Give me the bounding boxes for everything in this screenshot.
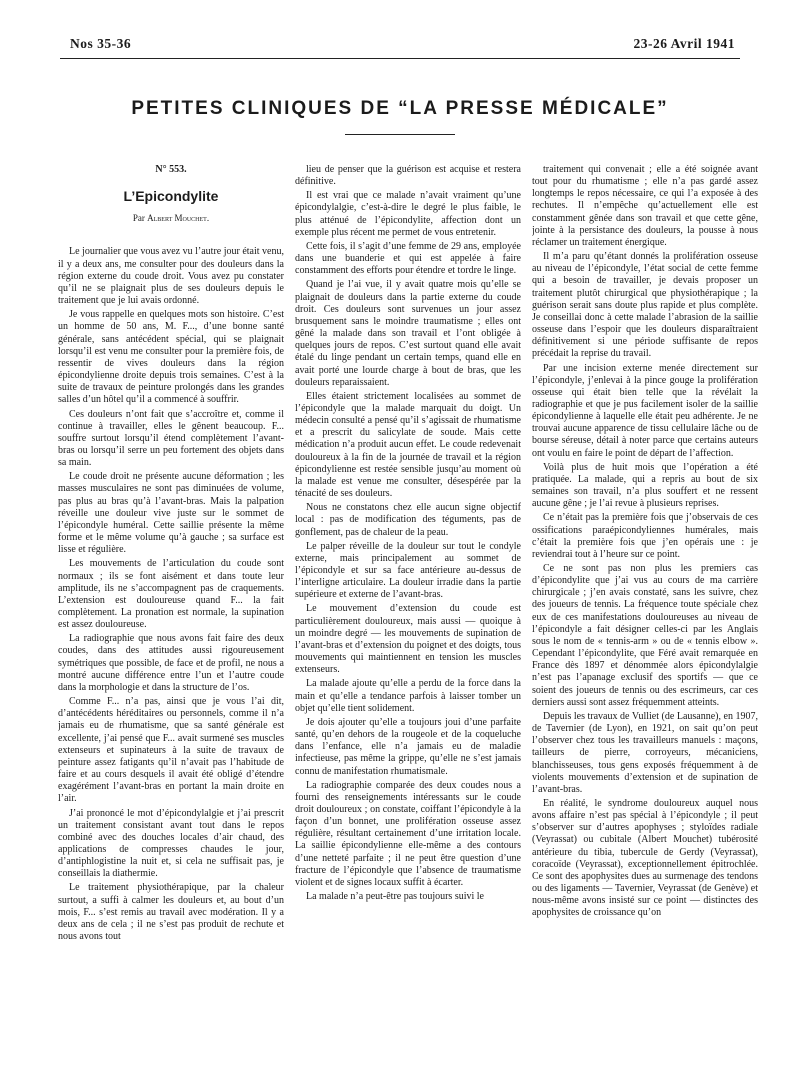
paragraph: La radiographie comparée des deux coudes nous a fourni des renseignements intéressants sur le coude droit douloureux ; on constate, coiffant l’épicondyle à la façon d’un bonnet, une prolifération osseuse assez régulière, résultant certainement d’une irritation locale. La saillie épicondylienne elle-même a des contours d’une netteté parfaite ; il ne peut être question d’une fracture de l’épicondyle que l’absence de traumatisme violent et de signes locaux suffit à écarter. xyxy=(295,779,521,888)
paragraph: Je vous rappelle en quelques mots son histoire. C’est un homme de 50 ans, M. F..., d’une bonne santé générale, sans antécédent spécial, qui se plaignait lorsqu’il est venu me consulter pour la première fois, de ressentir de vives douleurs dans la région épicondylienne droite depuis trois semaines. C’est à la suite de travaux de peinture prolongés dans les grandes salles d’un hôtel qu’il a commencé à souffrir. xyxy=(58,309,284,406)
paragraph: Cette fois, il s’agit d’une femme de 29 ans, employée dans une buanderie et qui est appelée à faire constamment des efforts pour étendre et tordre le linge. xyxy=(295,240,521,277)
paragraph: La radiographie que nous avons fait faire des deux coudes, dans des attitudes aussi rigoureusement symétriques que possible, de face et de profil, ne nous a montré aucune différence entre l’un et l’autre coude dans la morphologie et dans la structure de l’os. xyxy=(58,633,284,693)
paragraph: lieu de penser que la guérison est acquise et restera définitive. xyxy=(295,164,521,188)
article-number: N° 553. xyxy=(155,164,187,175)
article-title: L’Epicondylite xyxy=(123,188,219,205)
paragraph: Le journalier que vous avez vu l’autre jour était venu, il y a deux ans, me consulter pour des douleurs dans la région externe du coude droit. Vous avez pu constater qu’il ne se plaignait plus de ses douleurs depuis le traitement que je lui avais ordonné. xyxy=(58,246,284,307)
byline-prefix: Par xyxy=(132,213,145,224)
paragraph: Voilà plus de huit mois que l’opération a été pratiquée. La malade, qui a repris au bout de six semaines son travail, n’a plus souffert et ne ressent aucune gêne ; je l’ai revue à plusieurs reprises. xyxy=(532,461,758,510)
paragraph: Le coude droit ne présente aucune déformation ; les masses musculaires ne sont pas diminuées de volume, pas plus au bras qu’à l’avant-bras. Mais la palpation réveille une douleur vive juste sur le sommet de l’épicondyle huméral. Cette saillie présente la même forme et le même volume qu’à gauche ; sa surface est lisse et régulière. xyxy=(58,471,284,556)
column-2 xyxy=(295,164,521,1069)
issue-date: 23-26 Avril 1941 xyxy=(633,36,735,51)
paragraph: Le mouvement d’extension du coude est particulièrement douloureux, mais aussi — quoique à un moindre degré — les mouvements de supination de l’avant-bras et d’extension du poignet et des doigts, tous mouvements qui maintiennent en tension les muscles extenseurs. xyxy=(295,603,521,676)
author-name: Albert Mouchet. xyxy=(147,213,210,224)
title-rule xyxy=(345,134,455,135)
paragraph: Ce n’était pas la première fois que j’observais de ces ossifications paraépicondyliennes humérales, mais c’était la première fois que j’en opérais une : je reviendrai tout à l’heure sur ce point. xyxy=(532,512,758,560)
paragraph: Je dois ajouter qu’elle a toujours joui d’une parfaite santé, qu’en dehors de la rougeole et de la coqueluche dans l’enfance, elle n’a jamais eu de maladie infectieuse, pas même la grippe, qu’elle ne s’est jamais connu de manifestation rhumatismale. xyxy=(295,716,521,777)
paragraph: Quand je l’ai vue, il y avait quatre mois qu’elle se plaignait de douleurs dans la partie externe du coude droit. Ces douleurs sont survenues un jour assez brusquement sans le moindre traumatisme ; elles ont gêné la malade dans son travail et l’ont obligée à quelques jours de repos. C’est surtout quand elle avait étalé du linge pendant un certain temps, quand elle en avait porté une lourde charge à bout de bras, que les douleurs reparaissaient. xyxy=(295,279,521,388)
paragraph: La malade n’a peut-être pas toujours suivi le xyxy=(306,891,484,903)
header-rule xyxy=(60,58,740,59)
issue-number: Nos 35-36 xyxy=(70,36,132,51)
paragraph: J’ai prononcé le mot d’épicondylalgie et j’ai prescrit un traitement consistant avant tout dans le repos combiné avec des douches locales d’air chaud, des applications de compresses chaudes le jour, d’antiphlogistine la nuit et, si cela ne suffisait pas, je conseillais la diathermie. xyxy=(58,807,284,880)
paragraph: Ce ne sont pas non plus les premiers cas d’épicondylite que j’ai vus au cours de ma carrière chirurgicale ; j’en avais constaté, sans les suivre, chez des joueurs de tennis. La fréquence toute spéciale chez eux de ces manifestations douloureuses au niveau de l’épicondyle a fait désigner celles-ci par les Anglais sous le nom de « tennis-arm » ou de « tennis elbow ». Cependant l’épicondylite, que Féré avait remarquée en France dès 1897 et dénommée alors épicondylalgie n’est pas l’apanage exclusif des sportifs — que ce soient des joueurs de tennis ou des escrimeurs, car ces derniers aussi sont assez fréquemment atteints. xyxy=(532,563,758,708)
paragraph: En réalité, le syndrome douloureux auquel nous avons affaire n’est pas spécial à l’épicondyle ; il peut s’observer sur d’autres apophyses ; styloïdes radiale (Veyrassat) ou cubitale (Albert Mouchet) tubérosité antérieure du tibia, tubercule de Gerdy (Veyrassat), coracoïde (Veyrassat), exceptionnellement épitrochlée. Ce sont des apophysites dues au surmenage des tendons ou des ligaments — Tavernier, Veyrassat (de Genève) et nous-même avons insisté sur ce point — distinctes des apophysites de croissance qu’on xyxy=(532,797,758,919)
column-3 xyxy=(532,164,758,1069)
paragraph: Les mouvements de l’articulation du coude sont normaux ; ils se font aisément et dans toute leur amplitude, ils ne s’accompagnent pas de craquements. L’extension est douloureuse quand F... la fait complètement. La pronation est normale, la supination est assez douloureuse. xyxy=(58,558,284,631)
paragraph: traitement qui convenait ; elle a été soignée avant tout pour du rhumatisme ; elle n’a pas gardé assez longtemps le repos nécessaire, ce qui l’a exposée à des rechutes. Il n’empêche qu’actuellement elle est constamment gênée dans son travail et que cette gêne, jointe à la persistance des douleurs, la pousse à nous réclamer un traitement énergique. xyxy=(532,164,758,248)
paragraph: Depuis les travaux de Vulliet (de Lausanne), en 1907, de Tavernier (de Lyon), en 1921, on sait qu’on peut l’observer chez tous les travailleurs manuels : maçons, tailleurs de pierre, corroyeurs, mécaniciens, blanchisseuses, tous gens exposés fréquemment à de violents mouvements d’extension et de supination de l’avant-bras. xyxy=(532,710,758,795)
paragraph: Nous ne constatons chez elle aucun signe objectif local : pas de modification des téguments, pas de gonflement, pas de chaleur de la peau. xyxy=(295,502,521,538)
column-1 xyxy=(58,164,284,1069)
byline xyxy=(58,212,284,224)
section-title: PETITES CLINIQUES DE “LA PRESSE MÉDICALE” xyxy=(131,98,669,119)
paragraph: Le palper réveille de la douleur sur tout le condyle externe, mais principalement au sommet de l’épicondyle et sur sa face antérieure au-dessus de l’interligne articulaire. La douleur irradie dans la partie supérieure et externe de l’avant-bras. xyxy=(295,540,521,601)
paragraph: Elles étaient strictement localisées au sommet de l’épicondyle que la malade marquait du doigt. Un médecin consulté a pensé qu’il s’agissait de rhumatisme et a prescrit du salicylate de soude. Mais cette médication n’a produit aucun effet. Le coude redevenait douloureux à la fin de la journée de travail et la région épicondylienne est restée sensible jusqu’au moment où la malade est venue me consulter, désespérée par la ténacité de ses douleurs. xyxy=(295,390,521,500)
paragraph: Il m’a paru qu’étant donnés la prolifération osseuse au niveau de l’épicondyle, l’état social de cette femme qui a besoin de travailler, je devais proposer un traitement plutôt chirurgical que physiothérapique ; la guérison serait sans doute plus rapide et plus complète. Je conseillai donc à cette malade l’abrasion de la saillie osseuse dans l’espoir que les douleurs disparaîtraient définitivement si une période suffisante de repos précédait la reprise du travail. xyxy=(532,251,758,360)
paragraph: Ces douleurs n’ont fait que s’accroître et, comme il continue à travailler, elles le gênent beaucoup. F... souffre surtout lorsqu’il étend complètement l’avant-bras ou lorsqu’il serre un peu fortement des objets dans sa main. xyxy=(58,408,284,469)
article-columns xyxy=(58,164,758,1069)
paragraph: Par une incision externe menée directement sur l’épicondyle, j’enlevai à la pince gouge la prolifération osseuse qui était bien telle que la révélait la radiographie et que je pus facilement isoler de la saillie épicondylienne à laquelle elle était peu adhérente. Je ne trouvai aucune apparence de tissu cellulaire lâche ou de bourse séreuse, détail à noter parce que certains auteurs ont voulu en faire le point de départ de l’affection. xyxy=(532,362,758,459)
paragraph: Il est vrai que ce malade n’avait vraiment qu’une épicondylalgie, c’est-à-dire le degré le plus faible, le plus atténué de l’épicondylite, affection dont un exemple plus récent me permet de vous entretenir. xyxy=(295,190,521,238)
paragraph: La malade ajoute qu’elle a perdu de la force dans la main et qu’elle a tendance parfois à laisser tomber un objet qu’elle tient solidement. xyxy=(295,678,521,714)
paragraph: Le traitement physiothérapique, par la chaleur surtout, a suffi à calmer les douleurs et, au bout d’un mois, F... s’est remis au travail avec modération. Il y a deux ans de cela ; il ne s’est pas produit de rechute et nous avons tout xyxy=(58,882,284,943)
paragraph: Comme F... n’a pas, ainsi que je vous l’ai dit, d’antécédents héréditaires ou personnels, comme il n’a jamais eu de rhumatisme, que sa santé générale est excellente, j’ai pensé que F... avait surmené ses muscles extenseurs et supinateurs à la suite de travaux de peinture assez fatigants qu’il n’avait pas l’habitude de faire et au cours desquels il avait été obligé d’étendre exagérément l’avant-bras en portant la main droite en l’air. xyxy=(58,696,284,805)
